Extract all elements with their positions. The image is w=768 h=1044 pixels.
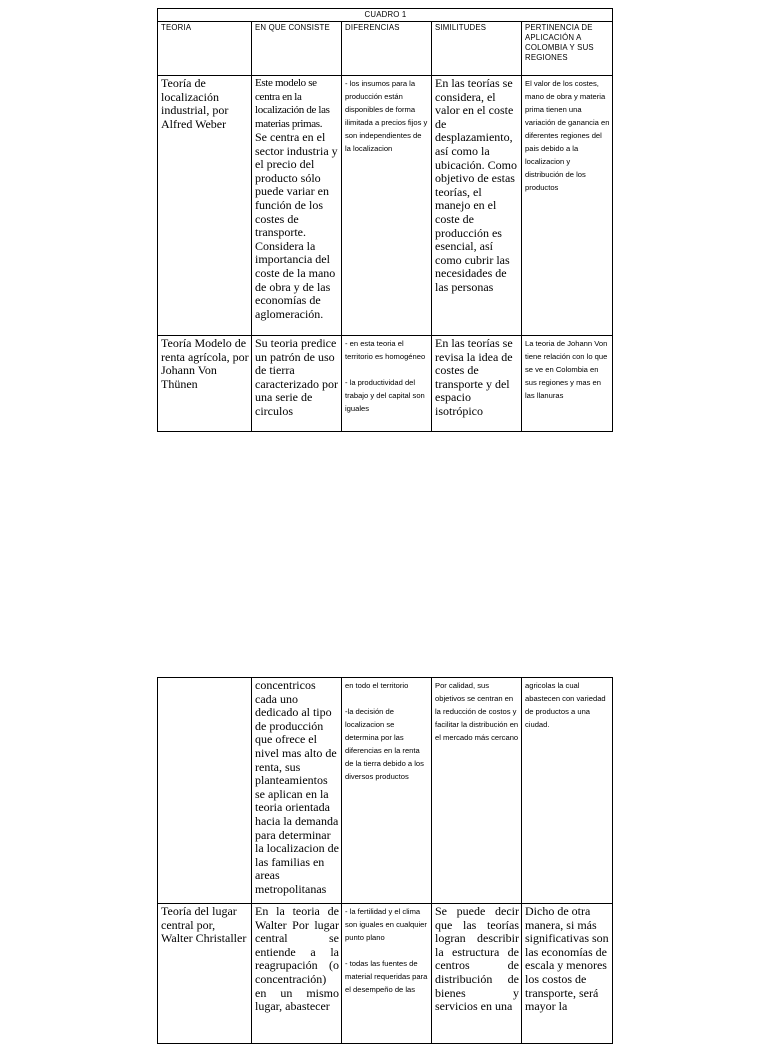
- pertinencia-weber-cell: El valor de los costes, mano de obra y materia prima tienen una variación de ganancia en diferentes regiones del pais debido a la localizacion y distribución de los productos: [522, 76, 613, 336]
- diferencias-thunen-cell: - en esta teoria el territorio es homogéneo - la productividad del trabajo y del capital son iguales: [342, 336, 432, 432]
- similitudes-christaller-cell: Se puede decir que las teorías logran describir la estructura de centros de distribución de bienes y servicios en una: [432, 904, 522, 1044]
- consiste-weber-cell: [252, 76, 342, 336]
- similitudes-thunen-cell: En las teorías se revisa la idea de costes de transporte y del espacio isotrópico: [432, 336, 522, 432]
- cuadro-title: CUADRO 1: [158, 9, 613, 22]
- teoria-thunen-cell: Teoría Modelo de renta agrícola, por Johann Von Thünen: [158, 336, 252, 432]
- diferencias-christaller-cell: - la fertilidad y el clima son iguales en cualquier punto plano - todas las fuentes de material requeridas para el desempeño de las: [342, 904, 432, 1044]
- similitudes-weber-cell: En las teorías se considera, el valor en el coste de desplazamiento, así como la ubicación. Como objetivo de estas teorías, el manejo en el coste de producción es esencial, así como cubrir las necesidades de las personas: [432, 76, 522, 336]
- title-row: [158, 9, 613, 22]
- cuadro-1-table-page-1: [157, 8, 613, 432]
- header-teoria: TEORIA: [158, 22, 252, 76]
- consiste-weber-text: Se centra en el sector industria y el precio del producto sólo puede variar en función de los costes de transporte. Considera la importancia del coste de la mano de obra y de las economías de aglomeración.: [255, 130, 338, 321]
- pertinencia-thunen-cell: La teoria de Johann Von tiene relación con lo que se ve en Colombia en sus regiones y mas en las llanuras: [522, 336, 613, 432]
- similitudes-thunen-cont-cell: Por calidad, sus objetivos se centran en la reducción de costos y facilitar la distribución en el mercado más cercano: [432, 678, 522, 904]
- consiste-christaller-cell: En la teoria de Walter Por lugar central se entiende a la reagrupación (o concentración) en un mismo lugar, abastecer: [252, 904, 342, 1044]
- table-row: [158, 904, 613, 1044]
- teoria-weber-cell: Teoría de localización industrial, por Alfred Weber: [158, 76, 252, 336]
- header-diferencias: DIFERENCIAS: [342, 22, 432, 76]
- header-en-que-consiste: EN QUE CONSISTE: [252, 22, 342, 76]
- header-row: [158, 22, 613, 76]
- pertinencia-christaller-cell: Dicho de otra manera, si más significativas son las economías de escala y menores los costos de transporte, será mayor la: [522, 904, 613, 1044]
- teoria-christaller-cell: Teoría del lugar central por, Walter Christaller: [158, 904, 252, 1044]
- table-row: [158, 336, 613, 432]
- table-row: [158, 76, 613, 336]
- diferencias-thunen-cont-cell: en todo el territorio -la decisión de localizacion se determina por las diferencias en la renta de la tierra debido a los diversos productos: [342, 678, 432, 904]
- consiste-thunen-cont-cell: concentricos cada uno dedicado al tipo de producción que ofrece el nivel mas alto de renta, sus planteamientos se aplican en la teoria orientada hacia la demanda para determinar la localizacion de las familias en areas metropolitanas: [252, 678, 342, 904]
- header-similitudes: SIMILITUDES: [432, 22, 522, 76]
- pertinencia-thunen-cont-cell: agricolas la cual abastecen con variedad de productos a una ciudad.: [522, 678, 613, 904]
- cuadro-1-table-page-2: [157, 677, 613, 1044]
- consiste-weber-intro: Este modelo se centra en la localización de las materias primas.: [255, 77, 330, 130]
- teoria-thunen-cont-cell: [158, 678, 252, 904]
- table-row: [158, 678, 613, 904]
- diferencias-weber-cell: - los insumos para la producción están disponibles de forma ilimitada a precios fijos y son independientes de la localizacion: [342, 76, 432, 336]
- header-pertinencia: PERTINENCIA DE APLICACIÓN A COLOMBIA Y SUS REGIONES: [522, 22, 613, 76]
- consiste-thunen-cell: Su teoria predice un patrón de uso de tierra caracterizado por una serie de circulos: [252, 336, 342, 432]
